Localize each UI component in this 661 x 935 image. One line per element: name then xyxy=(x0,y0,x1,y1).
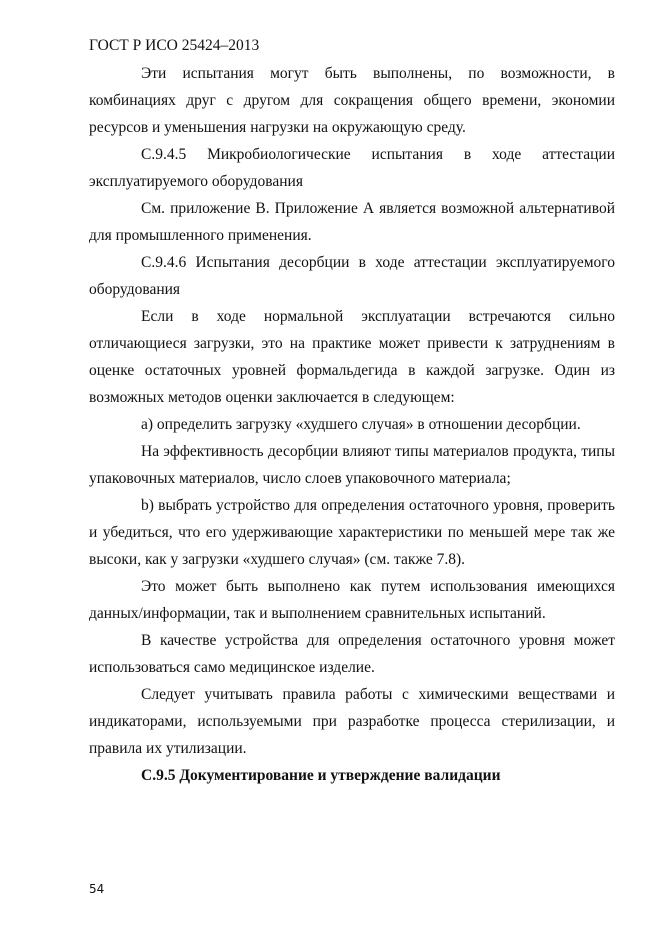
section-heading-c95: С.9.5 Документирование и утверждение валидации xyxy=(141,767,501,784)
paragraph-tests-combination: Эти испытания могут быть выполнены, по возможности, в комбинациях друг с другом для сокращения общего времени, экономии ресурсов и уменьшения нагрузки на окружающую среду. xyxy=(89,65,615,136)
paragraph-comparative-tests: Это может быть выполнено как путем использования имеющихся данных/информации, так и выполнением сравнительных испытаний. xyxy=(89,578,615,622)
paragraph-desorption-efficiency: На эффективность десорбции влияют типы материалов продукта, типы упаковочных материалов, число слоев упаковочного материала; xyxy=(89,443,615,487)
paragraph-medical-device: В качестве устройства для определения остаточного уровня может использоваться само медицинское изделие. xyxy=(89,632,615,676)
list-item-b: b) выбрать устройство для определения остаточного уровня, проверить и убедиться, что его удерживающие характеристики по меньшей мере так же высоки, как у загрузки «худшего случая» (см. также 7.8). xyxy=(89,497,615,568)
section-heading-c946: С.9.4.6 Испытания десорбции в ходе аттестации эксплуатируемого оборудования xyxy=(89,254,615,298)
paragraph-different-loads: Если в ходе нормальной эксплуатации встречаются сильно отличающиеся загрузки, это на практике может привести к затруднениям в оценке остаточных уровней формальдегида в каждой загрузке. Один из возможных методов оценки заключается в следующем: xyxy=(89,308,615,406)
page-number: 54 xyxy=(89,882,105,896)
section-heading-c945: С.9.4.5 Микробиологические испытания в ходе аттестации эксплуатируемого оборудования xyxy=(89,146,615,190)
list-item-a: а) определить загрузку «худшего случая» в отношении десорбции. xyxy=(141,416,581,433)
paragraph-chemical-handling: Следует учитывать правила работы с химическими веществами и индикаторами, используемыми при разработке процесса стерилизации, и правила их утилизации. xyxy=(89,686,615,757)
paragraph-see-appendix: См. приложение В. Приложение А является возможной альтернативой для промышленного применения. xyxy=(89,200,615,244)
page-body xyxy=(89,60,615,789)
document-header: ГОСТ Р ИСО 25424–2013 xyxy=(89,37,260,54)
